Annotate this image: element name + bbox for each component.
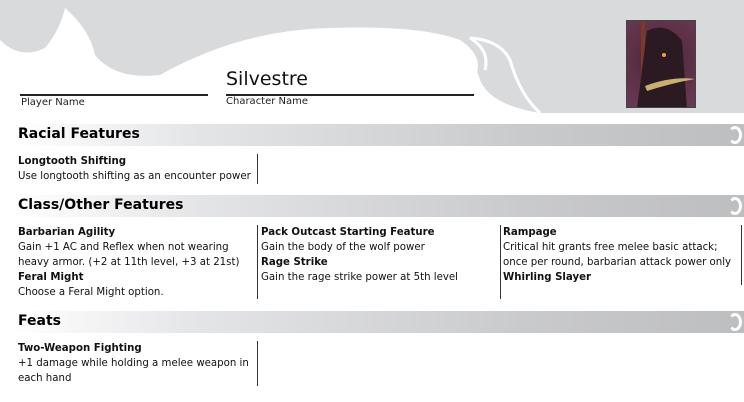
- curl-ornament-icon: [728, 313, 742, 331]
- player-name-label: Player Name: [21, 97, 85, 108]
- feats-column: [18, 341, 258, 386]
- header-banner: [0, 0, 744, 113]
- class-features-column-1: [18, 225, 258, 299]
- feat-desc: +1 damage while holding a melee weapon in each hand: [18, 358, 249, 384]
- feature-name: Rage Strike: [261, 257, 328, 268]
- feat-name: Two-Weapon Fighting: [18, 343, 142, 354]
- character-name-label: Character Name: [226, 96, 309, 107]
- feature-desc: Gain the rage strike power at 5th level: [261, 272, 458, 283]
- feature-name: Feral Might: [18, 272, 84, 283]
- section-title: Racial Features: [18, 126, 140, 142]
- player-name-line: [20, 94, 208, 96]
- racial-features-bar: [14, 124, 744, 146]
- class-features-column-3: [503, 225, 742, 285]
- curl-ornament-icon: [728, 197, 742, 215]
- feature-name: Pack Outcast Starting Feature: [261, 227, 435, 238]
- section-title: Class/Other Features: [18, 197, 184, 213]
- feature-desc: Gain the body of the wolf power: [261, 242, 425, 253]
- feature-name: Longtooth Shifting: [18, 156, 126, 167]
- character-portrait: [626, 20, 696, 108]
- class-features-bar: [14, 195, 744, 217]
- feature-desc: Use longtooth shifting as an encounter power: [18, 171, 251, 182]
- feature-name: Rampage: [503, 227, 557, 238]
- feature-desc: Critical hit grants free melee basic attack; once per round, barbarian attack power only: [503, 242, 732, 268]
- feature-name: Barbarian Agility: [18, 227, 116, 238]
- feature-desc: Choose a Feral Might option.: [18, 287, 164, 298]
- curl-ornament-icon: [728, 126, 742, 144]
- section-title: Feats: [18, 313, 61, 329]
- class-features-column-2: [261, 225, 501, 299]
- racial-features-column: [18, 154, 258, 184]
- feature-name: Whirling Slayer: [503, 272, 592, 283]
- feature-desc: Gain +1 AC and Reflex when not wearing heavy armor. (+2 at 11th level, +3 at 21st): [18, 242, 240, 268]
- character-name: Silvestre: [226, 68, 308, 90]
- feats-bar: [14, 311, 744, 333]
